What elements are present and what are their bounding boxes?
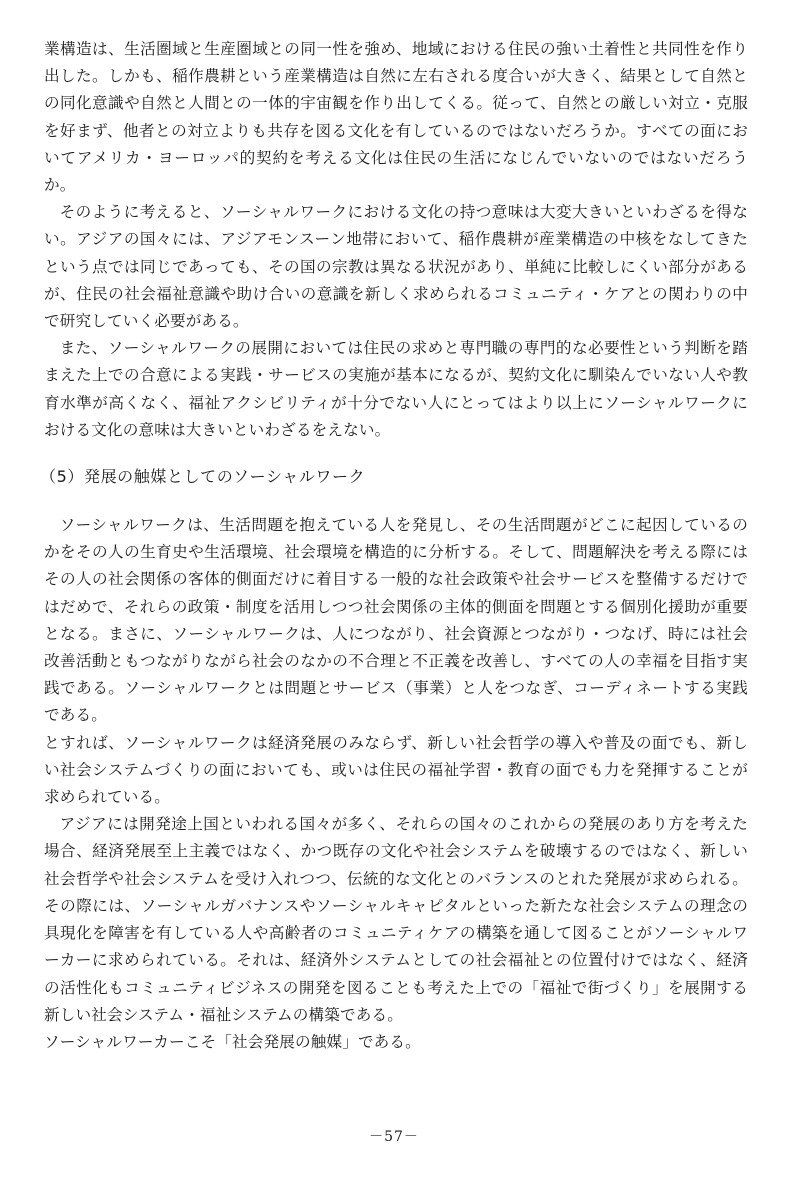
paragraph-continued: 業構造は、生活圏域と生産圏域との同一性を強め、地域における住民の強い土着性と共同性を作り出した。しかも、稲作農耕という産業構造は自然に左右される度合いが大きく、結果として自然との同化意識や自然と人間との一体的宇宙観を作り出してくる。従って、自然との厳しい対立・克服を好まず、他者との対立よりも共存を図る文化を有しているのではないだろうか。すべての面においてアメリカ・ヨーロッパ的契約を考える文化は住民の生活になじんでいないのではないだろうか。 (44, 40, 748, 195)
document-page (40, 36, 748, 1056)
page-number: －57－ (369, 1129, 419, 1145)
paragraph-culture-meaning: そのように考えると、ソーシャルワークにおける文化の持つ意味は大変大きいといわざるを得ない。アジアの国々には、アジアモンスーン地帯において、稲作農耕が産業構造の中核をなしてきたという点では同じであっても、その国の宗教は異なる状況があり、単純に比較しにくい部分があるが、住民の社会福祉意識や助け合いの意識を新しく求められるコミュニティ・ケアとの関わりの中で研究していく必要がある。 (44, 203, 748, 331)
paragraph-social-work-definition: ソーシャルワークは、生活問題を抱えている人を発見し、その生活問題がどこに起因しているのかをその人の生育史や生活環境、社会環境を構造的に分析する。そして、問題解決を考える際にはその人の社会関係の客体的側面だけに着目する一般的な社会政策や社会サービスを整備するだけではだめで、それらの政策・制度を活用しつつ社会関係の主体的側面を問題とする個別化援助が重要となる。まさに、ソーシャルワークは、人につながり、社会資源とつながり・つなげ、時には社会改善活動ともつながりながら社会のなかの不合理と不正義を改善し、すべての人の幸福を目指す実践である。ソーシャルワークとは問題とサービス（事業）と人をつなぎ、コーディネートする実践である。 (44, 516, 748, 725)
paragraph-contract-culture: また、ソーシャルワークの展開においては住民の求めと専門職の専門的な必要性という判断を踏まえた上での合意による実践・サービスの実施が基本になるが、契約文化に馴染んでいない人や教育水準が高くなく、福祉アクシビリティが十分でない人にとってはより以上にソーシャルワークにおける文化の意味は大きいといわざるをえない。 (44, 339, 748, 439)
section-heading: （5）発展の触媒としてのソーシャルワーク (40, 467, 366, 487)
paragraph-social-work-role: とすれば、ソーシャルワークは経済発展のみならず、新しい社会哲学の導入や普及の面でも、新しい社会システムづくりの面においても、或いは住民の福祉学習・教育の面でも力を発揮することが求められている。 (44, 733, 748, 807)
paragraph-asia-development: アジアには開発途上国といわれる国々が多く、それらの国々のこれからの発展のあり方を考えた場合、経済発展至上主義ではなく、かつ既存の文化や社会システムを破壊するのではなく、新しい社会哲学や社会システムを受け入れつつ、伝統的な文化とのバランスのとれた発展が求められる。その際には、ソーシャルガバナンスやソーシャルキャピタルといった新たな社会システムの理念の具現化を障害を有している人や高齢者のコミュニティケアの構築を通して図ることがソーシャルワーカーに求められている。それは、経済外システムとしての社会福祉との位置付けではなく、経済の活性化もコミュニティビジネスの開発を図ることも考えた上での「福祉で街づくり」を展開する新しい社会システム・福祉システムの構築である。 (44, 815, 748, 1024)
paragraph-conclusion: ソーシャルワーカーこそ「社会発展の触媒」である。 (44, 1032, 421, 1051)
